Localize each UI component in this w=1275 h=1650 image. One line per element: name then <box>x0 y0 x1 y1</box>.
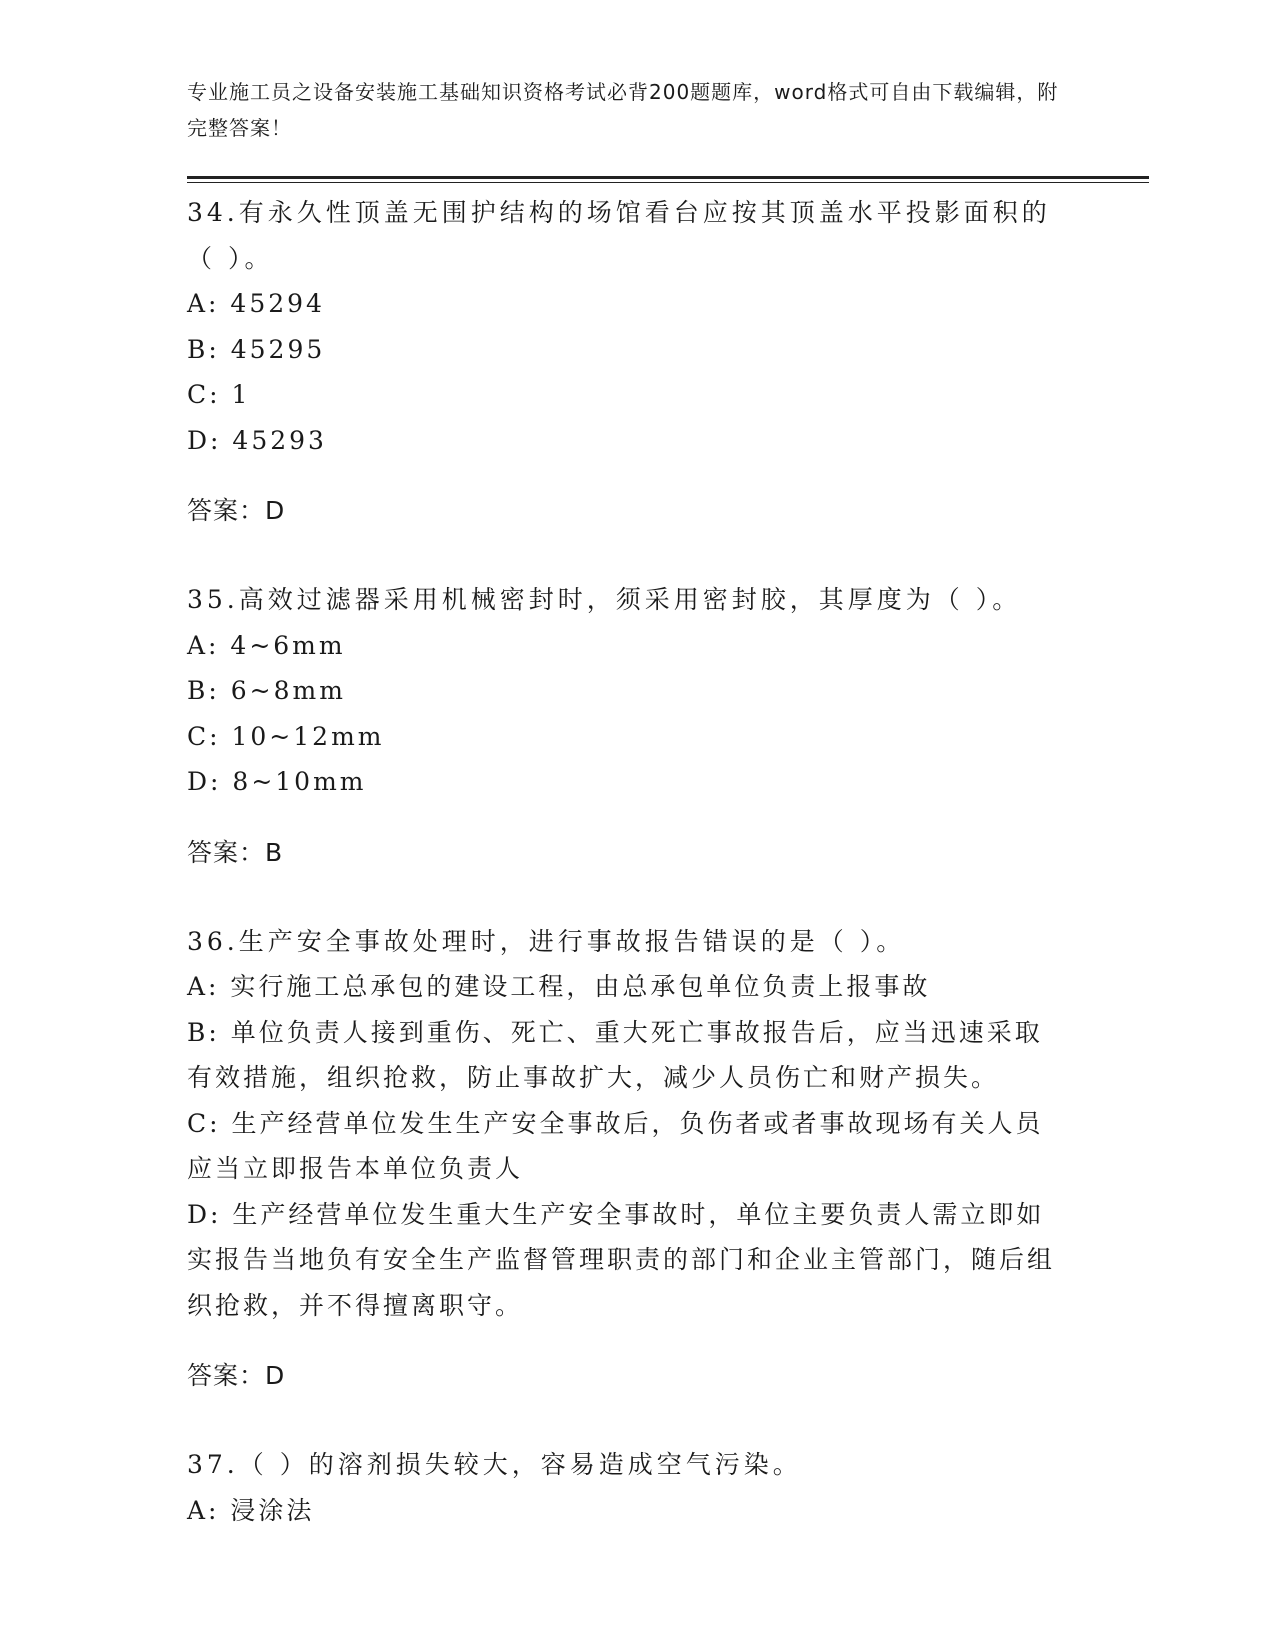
option-d: D: 生产经营单位发生重大生产安全事故时，单位主要负责人需立即如实报告当地负有安全生产监督管理职责的部门和企业主管部门，随后组织抢救，并不得擅离职守。 <box>187 1199 1056 1320</box>
option-d: D: 45293 <box>187 425 327 455</box>
question-36 <box>187 919 1067 1399</box>
question-35 <box>187 577 1067 875</box>
answer-key: 答案：D <box>187 1361 286 1390</box>
option-d: D: 8~10mm <box>187 767 367 796</box>
question-37 <box>187 1442 1067 1533</box>
option-b: B: 单位负责人接到重伤、死亡、重大死亡事故报告后，应当迅速采取有效措施，组织抢救，防止事故扩大，减少人员伤亡和财产损失。 <box>187 1017 1043 1092</box>
header-divider-thin <box>187 182 1149 183</box>
option-b: B: 45295 <box>187 334 326 364</box>
option-a: A: 45294 <box>187 289 325 318</box>
question-34 <box>187 190 1067 533</box>
question-stem: 34.有永久性顶盖无围护结构的场馆看台应按其顶盖水平投影面积的（ ）。 <box>187 198 1051 273</box>
question-stem: 37.（ ）的溶剂损失较大，容易造成空气污染。 <box>187 1450 802 1479</box>
option-c: C: 生产经营单位发生生产安全事故后，负伤者或者事故现场有关人员应当立即报告本单位负责人 <box>187 1108 1044 1183</box>
header-divider <box>187 176 1149 179</box>
option-a: A: 4~6mm <box>187 630 346 660</box>
option-a: A: 浸涂法 <box>187 1495 315 1525</box>
question-list <box>187 190 1067 1577</box>
option-a: A: 实行施工总承包的建设工程，由总承包单位负责上报事故 <box>187 972 931 1001</box>
option-c: C: 10~12mm <box>187 721 385 751</box>
question-stem: 35.高效过滤器采用机械密封时，须采用密封胶，其厚度为（ ）。 <box>187 585 1022 614</box>
question-stem: 36.生产安全事故处理时，进行事故报告错误的是（ ）。 <box>187 926 906 956</box>
answer-key: 答案：B <box>187 837 284 867</box>
answer-key: 答案：D <box>187 496 286 525</box>
option-c: C: 1 <box>187 380 251 409</box>
document-header: 专业施工员之设备安装施工基础知识资格考试必背200题题库，word格式可自由下载编辑，附完整答案！ <box>187 80 1059 140</box>
option-b: B: 6~8mm <box>187 676 346 705</box>
